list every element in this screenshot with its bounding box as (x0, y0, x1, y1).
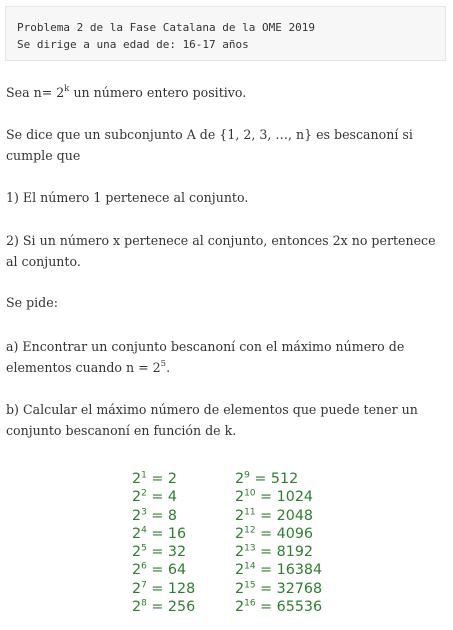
power-row (132, 507, 195, 525)
power-value: = 8192 (260, 544, 314, 561)
part-a-paragraph (6, 336, 436, 378)
power-value: = 1024 (260, 489, 314, 506)
power-row (235, 543, 322, 561)
power-row (235, 561, 322, 579)
power-value: = 512 (254, 471, 299, 487)
power-row (235, 580, 322, 598)
power-base: 2 (235, 562, 245, 579)
power-value: = 256 (151, 599, 196, 616)
power-row (132, 543, 195, 561)
power-base: 2 (132, 507, 142, 524)
power-exponent: 3 (141, 507, 147, 518)
power-value: = 4096 (260, 525, 314, 542)
power-row (132, 580, 195, 598)
power-row (132, 470, 195, 488)
part-a-exponent: 5 (160, 359, 167, 369)
power-exponent: 15 (244, 580, 256, 591)
power-exponent: 16 (244, 598, 256, 609)
power-base: 2 (235, 544, 245, 561)
target-age-line: Se dirige a una edad de: 16-17 años (17, 38, 249, 51)
power-base: 2 (132, 562, 142, 579)
power-base: 2 (132, 471, 142, 487)
power-row (235, 470, 322, 488)
power-row (235, 488, 322, 506)
power-base: 2 (132, 525, 142, 542)
power-exponent: 12 (244, 525, 256, 536)
intro-prefix: Sea n= 2 (6, 85, 65, 100)
power-exponent: 9 (244, 470, 250, 481)
power-value: = 2048 (260, 507, 314, 524)
power-row (132, 598, 195, 616)
intro-paragraph (6, 82, 436, 103)
power-exponent: 7 (141, 580, 147, 591)
power-value: = 8 (151, 507, 178, 524)
powers-table-right (235, 470, 322, 616)
power-exponent: 11 (244, 507, 256, 518)
power-row (132, 525, 195, 543)
power-value: = 16384 (260, 562, 323, 579)
power-exponent: 5 (141, 543, 147, 554)
power-row (132, 561, 195, 579)
power-exponent: 6 (141, 561, 147, 572)
problem-info-box (5, 6, 446, 61)
power-row (235, 598, 322, 616)
power-exponent: 8 (141, 598, 147, 609)
power-base: 2 (132, 544, 142, 561)
power-base: 2 (235, 471, 245, 487)
part-a-end: . (166, 360, 171, 375)
problem-source-line: Problema 2 de la Fase Catalana de la OME 2019 (17, 21, 316, 34)
power-value: = 128 (151, 580, 196, 597)
part-b-paragraph: b) Calcular el máximo número de elementos que puede tener un conjunto bescanoní en función de k. (6, 402, 418, 438)
intro-suffix: un número entero positivo. (69, 85, 247, 100)
intro-exponent: k (64, 84, 70, 94)
power-base: 2 (235, 525, 245, 542)
power-exponent: 4 (141, 525, 147, 536)
ask-paragraph: Se pide: (6, 295, 58, 310)
power-value: = 16 (151, 525, 187, 542)
definition-paragraph: Se dice que un subconjunto A de {1, 2, 3, …, n} es bescanoní si cumple que (6, 127, 413, 163)
condition-2-paragraph: 2) Si un número x pertenece al conjunto, entonces 2x no pertenece al conjunto. (6, 233, 436, 269)
power-base: 2 (132, 489, 142, 506)
power-base: 2 (235, 580, 245, 597)
power-value: = 4 (151, 489, 178, 506)
power-value: = 2 (151, 471, 178, 487)
power-row (235, 507, 322, 525)
power-base: 2 (235, 599, 245, 616)
power-base: 2 (235, 489, 245, 506)
power-row (132, 488, 195, 506)
power-base: 2 (132, 599, 142, 616)
power-exponent: 10 (244, 488, 256, 499)
power-value: = 32768 (260, 580, 323, 597)
power-base: 2 (235, 507, 245, 524)
power-value: = 65536 (260, 599, 323, 616)
power-exponent: 13 (244, 543, 256, 554)
power-exponent: 2 (141, 488, 147, 499)
condition-1-paragraph: 1) El número 1 pertenece al conjunto. (6, 190, 249, 205)
power-base: 2 (132, 580, 142, 597)
power-value: = 32 (151, 544, 187, 561)
part-a-text: a) Encontrar un conjunto bescanoní con el máximo número de elementos cuando n = 2 (6, 339, 405, 375)
power-row (235, 525, 322, 543)
power-exponent: 1 (141, 470, 147, 481)
power-value: = 64 (151, 562, 187, 579)
powers-table-left (132, 470, 195, 616)
power-exponent: 14 (244, 561, 256, 572)
